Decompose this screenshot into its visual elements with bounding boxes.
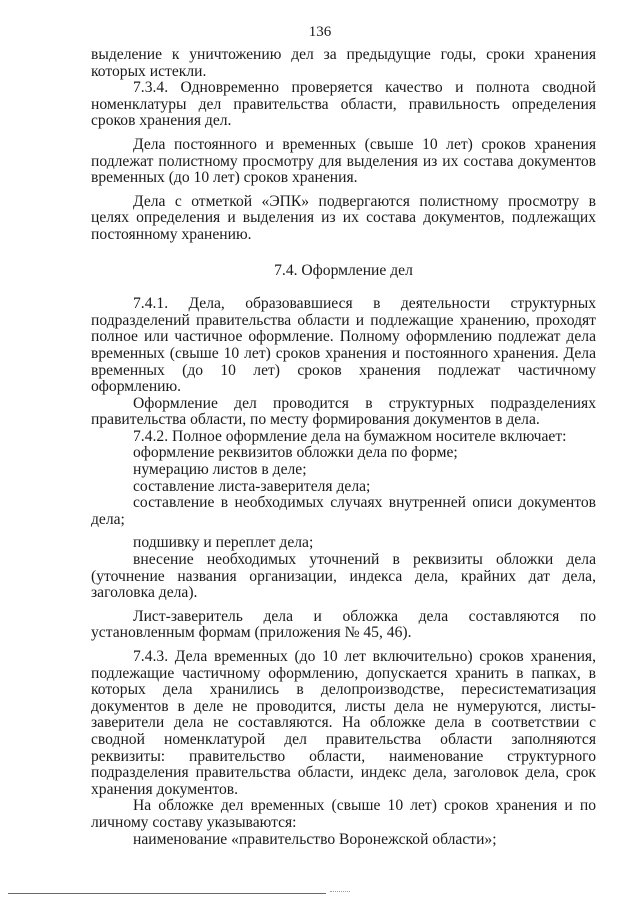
list-item: оформление реквизитов обложки дела по форме;: [133, 444, 458, 462]
paragraph: Дела с отметкой «ЭПК» подвергаются полистному просмотру в целях определения и выделения из их состава документов, подлежащих постоянному хранению.: [91, 192, 596, 243]
list-item: нумерацию листов в деле;: [133, 461, 307, 479]
paragraph: выделение к уничтожению дел за предыдущие годы, сроки хранения которых истекли.: [91, 46, 596, 80]
footer-rule-dots: [330, 891, 350, 894]
paragraph: 7.4.1. Дела, образовавшиеся в деятельности структурных подразделений правительства области и подлежащие хранению, проходят полное или частичное оформление. Полному оформлению подлежат дела временных (свыше 10 лет) сроков хранения и постоянного хранения. Дела временных (до 10 лет) сроков хранения подлежат частичному оформлению.: [91, 295, 596, 396]
document-body: [91, 47, 596, 848]
paragraph: На обложке дел временных (свыше 10 лет) сроков хранения и по личному составу указываются:: [91, 797, 596, 831]
list-item: наименование «правительство Воронежской области»;: [133, 830, 497, 848]
list-item: составление листа-заверителя дела;: [133, 477, 371, 495]
footer-rule: [8, 893, 326, 894]
paragraph: 7.4.2. Полное оформление дела на бумажном носителе включает:: [133, 427, 567, 445]
paragraph: Дела постоянного и временных (свыше 10 лет) сроков хранения подлежат полистному просмотру для выделения из их состава документов временных (до 10 лет) сроков хранения.: [91, 135, 596, 187]
list-item: составление в необходимых случаях внутренней описи документов дела;: [91, 494, 596, 528]
page-number: 136: [308, 24, 332, 40]
list-item: внесение необходимых уточнений в реквизиты обложки дела (уточнение названия организации, индекса дела, крайних дат дела, заголовка дела).: [91, 551, 596, 602]
paragraph: 7.3.4. Одновременно проверяется качество и полнота сводной номенклатуры дел правительства области, правильность определения сроков хранения дел.: [91, 79, 596, 130]
list-item: подшивку и переплет дела;: [133, 534, 314, 552]
section-heading: 7.4. Оформление дел: [274, 261, 413, 279]
paragraph: Оформление дел проводится в структурных подразделениях правительства области, по месту формирования документов в дела.: [91, 394, 596, 429]
paragraph: 7.4.3. Дела временных (до 10 лет включительно) сроков хранения, подлежащие частичному оформлению, допускается хранить в папках, в которых дела хранились в делопроизводстве, пересистематизация документов в деле не проводится, листы дела не нумеруются, листы-заверители дела не составляются. На обложке дела в соответствии с сводной номенклатурой дел правительства области заполняются реквизиты: правительство области, наименование структурного подразделения правительства области, индекс дела, заголовок дела, срок хранения документов.: [91, 648, 596, 798]
paragraph: Лист-заверитель дела и обложка дела составляются по установленным формам (приложения № 45, 46).: [91, 607, 596, 642]
